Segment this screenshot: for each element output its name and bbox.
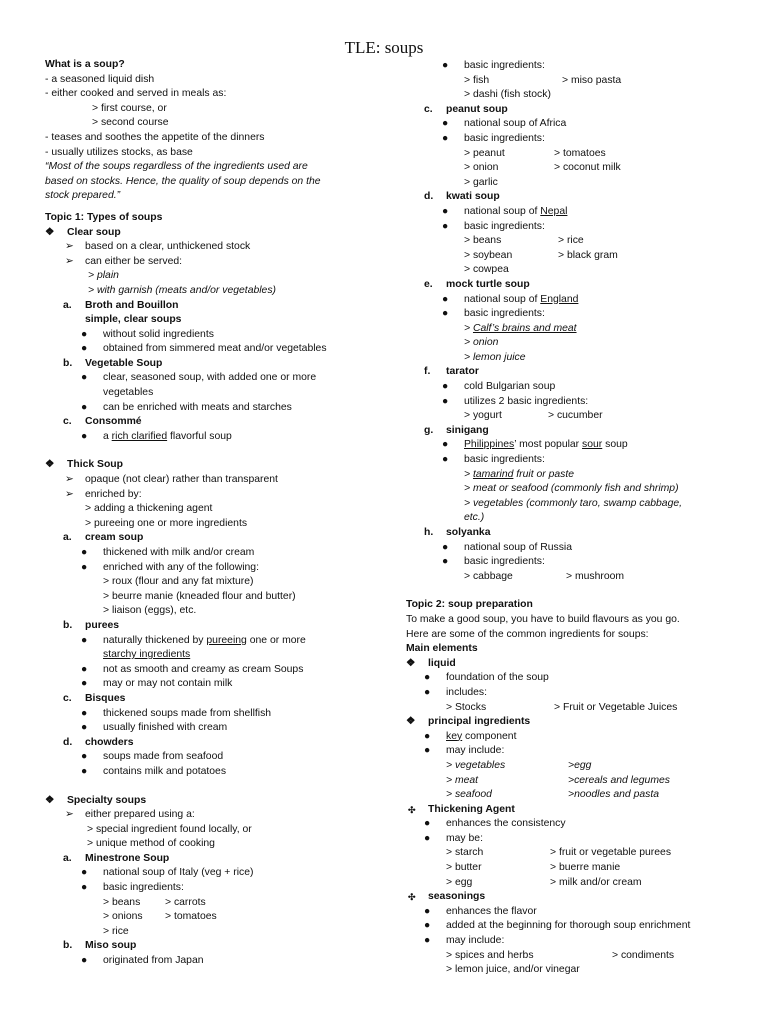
bullet-item: ● utilizes 2 basic ingredients: [406, 395, 746, 410]
dot-bullet-icon: ● [81, 372, 88, 384]
sub-item: > beurre manie (kneaded flour and butter) [103, 590, 296, 602]
dot-bullet-icon: ● [424, 905, 431, 917]
section-heading: ❖ Specialty soups [45, 794, 385, 809]
four-point-star-icon: ✣ [408, 804, 416, 815]
ingredient-row: > vegetables >egg [446, 759, 592, 771]
sub-item: > tamarind fruit or paste [464, 468, 575, 480]
subsection-heading: a. Broth and Bouillon [63, 299, 179, 311]
sub-item: > rice [103, 925, 129, 937]
arrow-bullet-icon: ➢ [65, 474, 74, 486]
arrow-bullet-icon: ➢ [65, 809, 74, 821]
bullet-item: ● obtained from simmered meat and/or vegetables [45, 342, 385, 357]
bullet-item: ● national soup of Russia [406, 541, 746, 556]
subsection-heading: h. solyanka [424, 527, 491, 538]
subsection-heading: g. sinigang [424, 424, 489, 436]
bullet-item: ● basic ingredients: [406, 59, 746, 74]
section-heading: ❖ Thick Soup [45, 458, 385, 473]
quote-line: “Most of the soups regardless of the ingredients used are [45, 161, 308, 173]
bullet-item: ● may be: [406, 832, 746, 847]
dot-bullet-icon: ● [81, 547, 88, 558]
dot-bullet-icon: ● [442, 308, 449, 320]
diamond-bullet-icon: ❖ [45, 226, 55, 238]
dot-bullet-icon: ● [81, 722, 88, 734]
ingredient-row: > seafood >noodles and pasta [446, 789, 659, 801]
arrow-bullet-icon: ➢ [65, 255, 74, 267]
bullet-item: ● key component [406, 730, 746, 745]
bullet-item: ● basic ingredients: [406, 132, 746, 147]
dot-bullet-icon: ● [442, 454, 449, 466]
ingredient-row: > onions > tomatoes [103, 911, 217, 923]
text-line: > second course [92, 117, 169, 129]
bullet-item: ● may or may not contain milk [45, 677, 385, 692]
bullet-item: ● basic ingredients: [406, 220, 746, 235]
dot-bullet-icon: ● [442, 132, 449, 144]
dot-bullet-icon: ● [424, 686, 431, 698]
bullet-item: ● basic ingredients: [45, 881, 385, 896]
arrow-item: ➢ based on a clear, unthickened stock [45, 240, 385, 255]
topic-heading: Topic 1: Types of soups [45, 211, 163, 223]
bullet-item: ● national soup of Africa [406, 117, 746, 132]
bullet-continuation: starchy ingredients [103, 649, 191, 661]
section-heading: ❖ Clear soup [45, 226, 385, 241]
subsection-heading: a. Minestrone Soup [63, 852, 170, 864]
ingredient-row: > starch > fruit or vegetable purees [446, 847, 672, 859]
ingredient-row: > peanut > tomatoes [464, 147, 606, 159]
arrow-bullet-icon: ➢ [65, 241, 74, 253]
ingredient-row: > Stocks > Fruit or Vegetable Juices [446, 701, 678, 713]
arrow-item: ➢ opaque (not clear) rather than transparent [45, 473, 385, 488]
ingredient-row: > soybean > black gram [464, 249, 618, 261]
dot-bullet-icon: ● [424, 672, 431, 684]
dot-bullet-icon: ● [81, 751, 88, 763]
dot-bullet-icon: ● [81, 343, 88, 355]
ingredient-row: > egg > milk and/or cream [446, 876, 642, 888]
bullet-item: ● may include: [406, 934, 746, 949]
ingredient-row: > fish > miso pasta [464, 74, 622, 86]
subsection-heading: f. tarator [424, 366, 479, 378]
text-line: > first course, or [92, 102, 167, 114]
ingredient-row: > beans > rice [464, 235, 584, 247]
sub-item: > with garnish (meats and/or vegetables) [88, 284, 276, 296]
sub-item: > Calf’s brains and meat [464, 322, 577, 334]
section-heading: Main elements [406, 643, 478, 655]
ingredient-row: > yogurt > cucumber [464, 410, 603, 422]
bullet-item: ● soups made from seafood [45, 750, 385, 765]
sub-item: > adding a thickening agent [85, 503, 213, 515]
left-column [45, 58, 385, 969]
bullet-item: ● without solid ingredients [45, 328, 385, 343]
dot-bullet-icon: ● [81, 663, 88, 675]
bullet-item: ● basic ingredients: [406, 307, 746, 322]
bullet-item: ● Philippines’ most popular sour soup [406, 438, 746, 453]
diamond-bullet-icon: ❖ [45, 794, 55, 806]
sub-item: > lemon juice [464, 351, 526, 363]
dot-bullet-icon: ● [424, 818, 431, 830]
bullet-item: ● cold Bulgarian soup [406, 380, 746, 395]
dot-bullet-icon: ● [424, 730, 431, 742]
sub-item: > meat or seafood (commonly fish and shrimp) [464, 483, 679, 495]
dot-bullet-icon: ● [442, 541, 449, 553]
arrow-item: ➢ enriched by: [45, 488, 385, 503]
bullet-continuation: vegetables [103, 387, 154, 399]
sub-item: > unique method of cooking [87, 838, 215, 850]
section-heading: ✣ Thickening Agent [406, 803, 746, 818]
bullet-item: ● thickened soups made from shellfish [45, 707, 385, 722]
subsection-heading: d. chowders [63, 736, 134, 748]
dot-bullet-icon: ● [81, 867, 88, 879]
sub-item: > pureeing one or more ingredients [85, 517, 248, 529]
subsection-heading: c. Consommé [63, 416, 142, 428]
bullet-item: ● foundation of the soup [406, 671, 746, 686]
dot-bullet-icon: ● [81, 561, 88, 573]
text-line: To make a good soup, you have to build flavours as you go. [406, 613, 680, 625]
subsection-subtitle: simple, clear soups [85, 314, 182, 326]
bullet-item: ● may include: [406, 744, 746, 759]
arrow-bullet-icon: ➢ [65, 488, 74, 500]
text-line: - usually utilizes stocks, as base [45, 146, 193, 158]
heading: What is a soup? [45, 59, 125, 70]
sub-item: > dashi (fish stock) [464, 89, 551, 101]
section-heading: ❖ principal ingredients [406, 715, 746, 730]
dot-bullet-icon: ● [81, 882, 88, 894]
ingredient-row: > butter > buerre manie [446, 862, 621, 874]
dot-bullet-icon: ● [442, 60, 449, 71]
bullet-item: ● national soup of Nepal [406, 205, 746, 220]
sub-item: > special ingredient found locally, or [87, 823, 252, 835]
dot-bullet-icon: ● [442, 220, 449, 232]
dot-bullet-icon: ● [81, 328, 88, 340]
bullet-item: ● national soup of Italy (veg + rice) [45, 866, 385, 881]
bullet-item: ● thickened with milk and/or cream [45, 546, 385, 561]
subsection-heading: b. purees [63, 619, 120, 631]
subsection-heading: c. Bisques [63, 692, 126, 704]
section-heading: ❖ liquid [406, 657, 746, 672]
bullet-item: ● not as smooth and creamy as cream Soups [45, 663, 385, 678]
ingredient-row: > spices and herbs > condiments [446, 949, 675, 961]
diamond-bullet-icon: ❖ [406, 716, 416, 728]
diamond-bullet-icon: ❖ [406, 657, 416, 669]
dot-bullet-icon: ● [81, 401, 88, 413]
text-line: - either cooked and served in meals as: [45, 88, 227, 100]
quote-line: based on stocks. Hence, the quality of soup depends on the [45, 175, 321, 187]
dot-bullet-icon: ● [442, 439, 449, 451]
text-line: Here are some of the common ingredients for soups: [406, 628, 649, 640]
sub-item: > liaison (eggs), etc. [103, 605, 197, 617]
sub-item: > cowpea [464, 264, 509, 276]
dot-bullet-icon: ● [442, 395, 449, 407]
sub-item: > plain [88, 270, 119, 282]
dot-bullet-icon: ● [442, 293, 449, 305]
subsection-heading: c. peanut soup [424, 103, 508, 115]
dot-bullet-icon: ● [81, 707, 88, 719]
topic-heading: Topic 2: soup preparation [406, 599, 533, 611]
dot-bullet-icon: ● [442, 205, 449, 217]
arrow-item: ➢ can either be served: [45, 255, 385, 270]
bullet-item: ● contains milk and potatoes [45, 765, 385, 780]
subsection-heading: d. kwati soup [424, 191, 500, 203]
dot-bullet-icon: ● [424, 832, 431, 844]
text-line: - a seasoned liquid dish [45, 73, 155, 85]
dot-bullet-icon: ● [442, 556, 449, 568]
dot-bullet-icon: ● [81, 765, 88, 777]
bullet-item: ● enhances the consistency [406, 817, 746, 832]
dot-bullet-icon: ● [424, 920, 431, 932]
dot-bullet-icon: ● [81, 430, 88, 442]
bullet-item: ● originated from Japan [45, 954, 385, 969]
bullet-item: ● enhances the flavor [406, 905, 746, 920]
bullet-item: ● can be enriched with meats and starches [45, 401, 385, 416]
section-heading: ✣ seasonings [406, 890, 746, 905]
bullet-item: ● clear, seasoned soup, with added one or more [45, 371, 385, 386]
subsection-heading: e. mock turtle soup [424, 278, 530, 290]
bullet-item: ● naturally thickened by pureeing one or more [45, 634, 385, 649]
dot-bullet-icon: ● [81, 678, 88, 690]
subsection-heading: b. Vegetable Soup [63, 357, 163, 369]
bullet-item: ● basic ingredients: [406, 555, 746, 570]
bullet-item: ● enriched with any of the following: [45, 561, 385, 576]
sub-item: etc.) [464, 512, 485, 524]
four-point-star-icon: ✣ [408, 892, 416, 903]
bullet-item: ● added at the beginning for thorough soup enrichment [406, 919, 746, 934]
sub-item: > roux (flour and any fat mixture) [103, 576, 254, 588]
dot-bullet-icon: ● [424, 745, 431, 757]
sub-item: > garlic [464, 176, 498, 188]
ingredient-row: > beans > carrots [103, 896, 206, 908]
ingredient-row: > meat >cereals and legumes [446, 774, 670, 786]
dot-bullet-icon: ● [424, 935, 431, 947]
bullet-item: ● usually finished with cream [45, 721, 385, 736]
quote-line: stock prepared.” [45, 190, 121, 202]
bullet-item: ● basic ingredients: [406, 453, 746, 468]
page-title: TLE: soups [344, 38, 424, 57]
sub-item: > onion [464, 337, 499, 349]
sub-item: > vegetables (commonly taro, swamp cabbage, [464, 497, 683, 509]
ingredient-row: > onion > coconut milk [464, 162, 621, 174]
diamond-bullet-icon: ❖ [45, 459, 55, 471]
dot-bullet-icon: ● [81, 634, 88, 646]
dot-bullet-icon: ● [81, 955, 88, 967]
ingredient-row: > cabbage > mushroom [464, 570, 625, 582]
dot-bullet-icon: ● [442, 118, 449, 130]
bullet-item: ● national soup of England [406, 293, 746, 308]
right-column [406, 59, 746, 978]
arrow-item: ➢ either prepared using a: [45, 808, 385, 823]
dot-bullet-icon: ● [442, 381, 449, 393]
sub-item: > lemon juice, and/or vinegar [446, 964, 580, 976]
bullet-item: ● includes: [406, 686, 746, 701]
bullet-item: ● a rich clarified flavorful soup [45, 430, 385, 445]
subsection-heading: b. Miso soup [63, 940, 137, 952]
subsection-heading: a. cream soup [63, 532, 144, 544]
text-line: - teases and soothes the appetite of the dinners [45, 131, 265, 143]
